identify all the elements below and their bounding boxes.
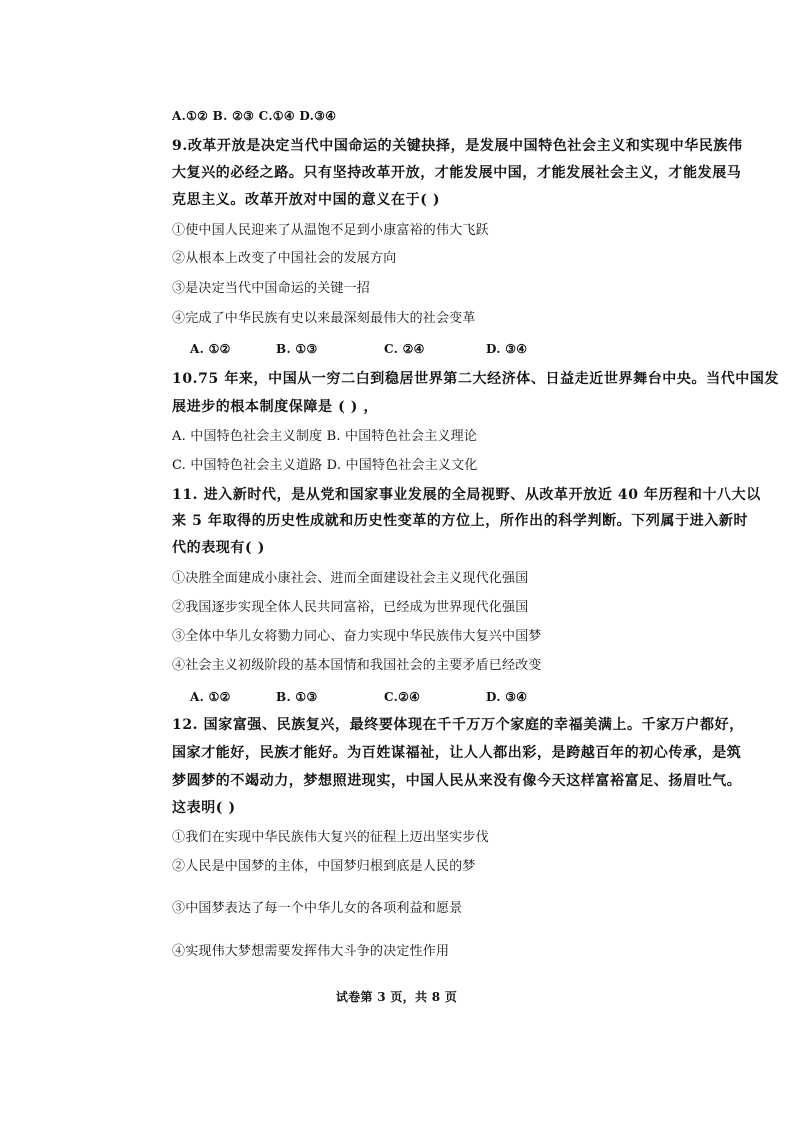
q12-stem-line-1: 12. 国家富强、民族复兴，最终要体现在千千万万个家庭的幸福美满上。千家万户都好， [172, 717, 744, 733]
q9-item-3: ③是决定当代中国命运的关键一招 [172, 281, 371, 296]
q9-option-a: A. ①② [190, 342, 231, 356]
q11-stem-line-2: 来 5 年取得的历史性成就和历史性变革的方位上，所作出的科学判断。下列属于进入新时 [172, 513, 749, 529]
q10-stem-line-2: 展进步的根本制度保障是 ( ) ， [172, 399, 379, 415]
q12-item-2: ②人民是中国梦的主体，中国梦归根到底是人民的梦 [172, 859, 476, 874]
q11-option-b: B. ①③ [276, 690, 318, 704]
page-footer: 试卷第 3 页，共 8 页 [335, 990, 458, 1004]
q12-item-4: ④实现伟大梦想需要发挥伟大斗争的决定性作用 [172, 944, 450, 959]
q9-item-4: ④完成了中华民族有史以来最深刻最伟大的社会变革 [172, 311, 476, 326]
q11-option-a: A. ①② [190, 690, 231, 704]
q12-item-3: ③中国梦表达了每一个中华儿女的各项利益和愿景 [172, 901, 463, 916]
q11-option-d: D. ③④ [486, 690, 528, 704]
q11-item-2: ②我国逐步实现全体人民共同富裕，已经成为世界现代化强国 [172, 600, 529, 615]
q10-options-line-2: C. 中国特色社会主义道路 D. 中国特色社会主义文化 [172, 458, 478, 473]
q12-item-1: ①我们在实现中华民族伟大复兴的征程上迈出坚实步伐 [172, 830, 489, 845]
q11-option-c: C.②④ [384, 690, 421, 704]
q9-option-d: D. ③④ [486, 342, 528, 356]
q9-stem-line-1: 9.改革开放是决定当代中国命运的关键抉择，是发展中国特色社会主义和实现中华民族伟 [172, 138, 743, 154]
q11-stem-line-3: 代的表现有( ) [172, 540, 265, 556]
q12-stem-line-4: 这表明( ) [172, 800, 236, 816]
q9-item-2: ②从根本上改变了中国社会的发展方向 [172, 251, 397, 266]
q12-stem-line-2: 国家才能好，民族才能好。为百姓谋福祉，让人人都出彩，是跨越百年的初心传承，是筑 [172, 745, 742, 761]
q10-stem-line-1: 10.75 年来，中国从一穷二白到稳居世界第二大经济体、日益走近世界舞台中央。当代中国发 [172, 371, 780, 387]
q9-option-c: C. ②④ [384, 342, 425, 356]
q9-option-b: B. ①③ [276, 342, 318, 356]
q11-item-1: ①决胜全面建成小康社会、进而全面建设社会主义现代化强国 [172, 571, 529, 586]
q11-item-4: ④社会主义初级阶段的基本国情和我国社会的主要矛盾已经改变 [172, 658, 542, 673]
q10-options-line-1: A. 中国特色社会主义制度 B. 中国特色社会主义理论 [172, 429, 478, 444]
q12-stem-line-3: 梦圆梦的不竭动力，梦想照进现实，中国人民从来没有像今天这样富裕富足、扬眉吐气。 [172, 773, 742, 789]
q11-stem-line-1: 11. 进入新时代，是从党和国家事业发展的全局视野、从改革开放近 40 年历程和十八大以 [172, 487, 761, 503]
q8-options: A.①② B. ②③ C.①④ D.③④ [172, 109, 337, 123]
q9-stem-line-3: 克思主义。改革开放对中国的意义在于( ) [172, 192, 441, 208]
q11-item-3: ③全体中华儿女将勠力同心、奋力实现中华民族伟大复兴中国梦 [172, 629, 542, 644]
q9-item-1: ①使中国人民迎来了从温饱不足到小康富裕的伟大飞跃 [172, 223, 489, 238]
q9-stem-line-2: 大复兴的必经之路。只有坚持改革开放，才能发展中国，才能发展社会主义，才能发展马 [172, 165, 742, 181]
